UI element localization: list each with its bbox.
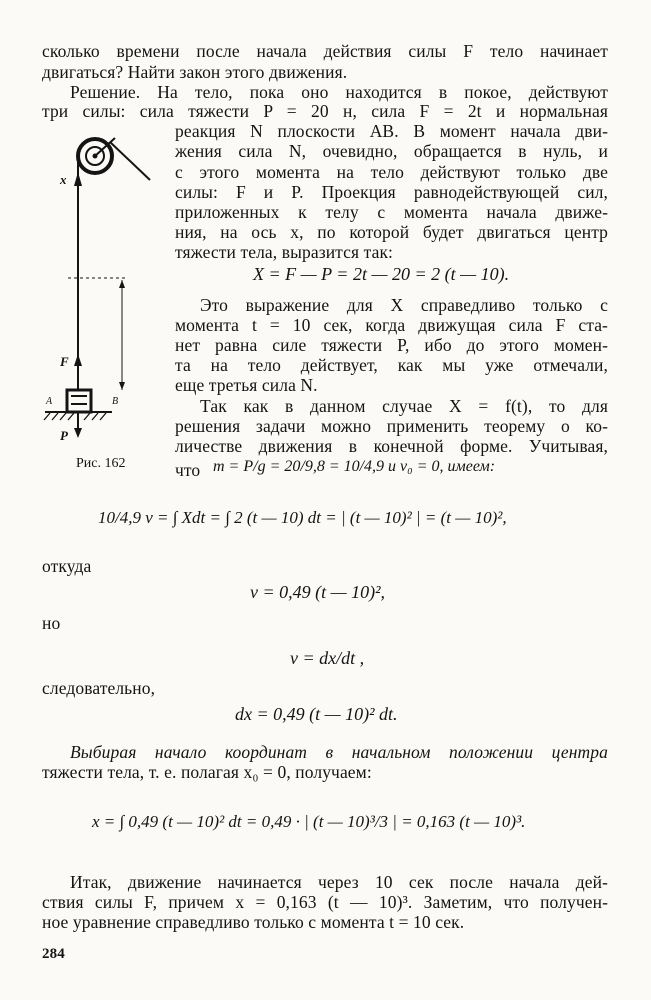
text-line-12: Это выражение для X справедливо только с	[200, 295, 608, 315]
text-line-15: та на тело действует, как мы уже отмечали,	[175, 355, 608, 375]
text-line-14: нет равна силе тяжести P, ибо до этого момен-	[175, 335, 608, 355]
point-label-a: A	[46, 396, 53, 407]
equation-mass: m = P/g = 20/9,8 = 10/4,9 и v₀ = 0, имеем:	[213, 458, 496, 475]
text-line-3: Решение. На тело, пока оно находится в покое, действуют	[70, 82, 608, 102]
text-line-17: Так как в данном случае X = f(t), то для	[200, 396, 608, 416]
text-line-10: ния, на ось x, по которой будет двигаться центр	[175, 222, 608, 242]
text-line-22: но	[42, 613, 61, 633]
page-number: 284	[42, 946, 65, 962]
text-line-24: Выбирая начало координат в начальном положении центра	[70, 742, 608, 762]
pulley-diagram	[40, 128, 165, 453]
text-line-21: откуда	[42, 556, 92, 576]
equation-momentum: 10/4,9 v = ∫ Xdt = ∫ 2 (t — 10) dt = | (t — 10)² | = (t — 10)²,	[98, 508, 507, 527]
text-line-4: три силы: сила тяжести P = 20 н, сила F = 2t и нормальная	[42, 101, 608, 121]
text-line-5: реакция N плоскости AB. В момент начала дви-	[175, 121, 608, 141]
figure-caption: Рис. 162	[76, 456, 126, 471]
text-line-16: еще третья сила N.	[175, 375, 318, 395]
text-line-27: ствия силы F, причем x = 0,163 (t — 10)³. Заметим, что получен-	[42, 892, 608, 912]
text-line-28: ное уравнение справедливо только с момента t = 10 сек.	[42, 912, 465, 932]
force-label-f: F	[60, 354, 69, 369]
text-line-8: силы: F и P. Проекция равнодействующей сил,	[175, 182, 608, 202]
text-line-6: жения сила N, очевидно, обращается в нуль, и	[175, 141, 608, 161]
equation-resultant: X = F — P = 2t — 20 = 2 (t — 10).	[253, 264, 510, 284]
equation-differential: dx = 0,49 (t — 10)² dt.	[235, 704, 398, 724]
text-line-26: Итак, движение начинается через 10 сек после начала дей-	[70, 872, 608, 892]
equation-position: x = ∫ 0,49 (t — 10)² dt = 0,49 · | (t — 10)³/3 | = 0,163 (t — 10)³.	[92, 812, 526, 831]
axis-label-x: x	[60, 172, 67, 187]
text-line-1: сколько времени после начала действия силы F тело начинает	[42, 41, 608, 61]
text-line-11: тяжести тела, выразится так:	[175, 242, 394, 262]
point-label-b: B	[112, 396, 119, 407]
text-line-18: решения задачи можно применить теорему о ко-	[175, 416, 608, 436]
equation-velocity: v = 0,49 (t — 10)²,	[250, 582, 386, 602]
text-line-9: приложенных к телу с момента начала движе-	[175, 202, 608, 222]
text-line-25: тяжести тела, т. е. полагая x₀ = 0, получаем:	[42, 762, 372, 782]
text-line-7: с этого момента на тело действуют только две	[175, 162, 608, 182]
text-line-19: личестве движения в конечной форме. Учитывая,	[175, 436, 608, 456]
text-line-20: что	[175, 460, 201, 480]
text-line-23: следовательно,	[42, 678, 156, 698]
force-label-p: P	[60, 428, 68, 443]
text-line-13: момента t = 10 сек, когда движущая сила F ста-	[175, 315, 608, 335]
text-line-2: двигаться? Найти закон этого движения.	[42, 62, 348, 82]
equation-derivative: v = dx/dt ,	[290, 648, 365, 668]
